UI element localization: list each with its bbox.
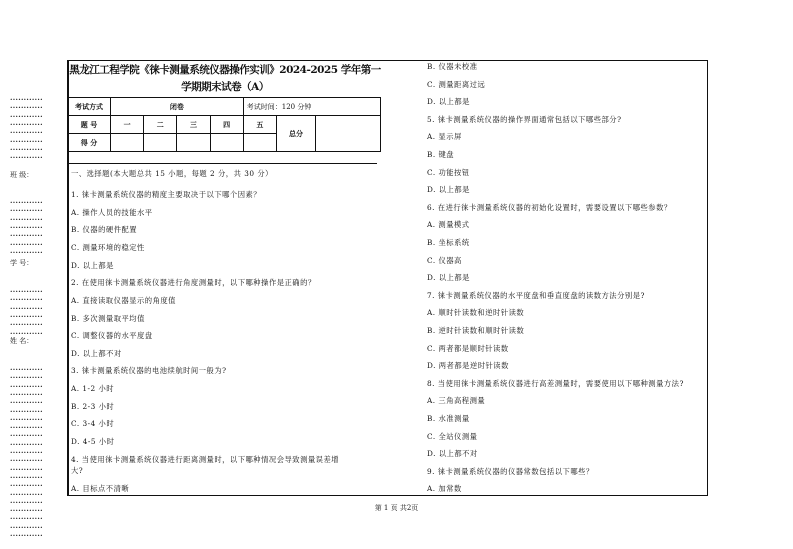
answer-option: C. 调整仪器的水平度盘 [71,331,153,340]
answer-option: D. 以上都不对 [427,449,478,459]
binding-dotted-line: ············ [10,497,43,507]
binding-dotted-line: ············ [10,472,43,482]
answer-option: B. 仪器未校准 [427,62,478,71]
binding-dotted-line: ············ [10,365,43,374]
student-id-label: 学 号： [10,259,34,267]
answer-option: B. 多次测量取平均值 [71,314,145,323]
question-text: 6. 在进行徕卡测量系统仪器的初始化设置时，需要设置以下哪些参数？ [427,202,672,212]
exam-title [62,62,388,96]
title-line-2: 学期期末试卷（A） [181,81,269,93]
title-line-1: 黑龙江工程学院《徕卡测量系统仪器操作实训》2024-2025 学年第一 [69,64,381,76]
answer-option: B. 仪器的硬件配置 [71,225,138,234]
binding-dotted-line: ············ [10,111,43,121]
answer-option: C. 3-4 小时 [71,419,115,428]
question-text: 3. 徕卡测量系统仪器的电池续航时间一般为? [71,366,227,375]
binding-dotted-line: ············ [10,153,43,163]
binding-dotted-line: ············ [10,311,43,321]
binding-dotted-line: ············ [10,103,43,113]
answer-option: D. 以上都是 [427,273,470,283]
answer-option: B. 水准测量 [427,414,470,423]
binding-dotted-line: ············ [10,136,43,146]
answer-option: A. 1-2 小时 [71,384,115,393]
answer-option: A. 操作人员的技能水平 [71,208,153,217]
question-text: 4. 当使用徕卡测量系统仪器进行距离测量时，以下哪种情况会导致测量误差增 [71,455,340,464]
binding-dotted-line: ············ [10,128,43,138]
divider [67,163,377,164]
exam-mode-label: 考试方式 [68,98,111,116]
binding-dotted-line: ············ [10,295,43,305]
binding-dotted-line: ············ [10,198,43,207]
binding-dotted-line: ············ [10,389,43,399]
binding-dotted-line: ············ [10,239,43,249]
binding-dotted-line: ············ [10,95,43,104]
name-label: 姓 名： [10,337,34,345]
binding-dotted-line: ············ [10,381,43,391]
answer-option: B. 逆时针读数和顺时针读数 [427,326,525,335]
section-header: 一、选择题(本大题总共 15 小题，每题 2 分，共 30 分） [71,169,273,178]
question-text: 7. 徕卡测量系统仪器的水平度盘和垂直度盘的读数方法分别是? [427,290,645,300]
score-cell[interactable] [210,134,243,152]
binding-dotted-line: ············ [10,531,43,540]
binding-dotted-line: ············ [10,481,43,491]
answer-option: D. 两者都是逆时针读数 [427,361,509,371]
binding-dotted-line: ············ [10,320,43,330]
answer-option: A. 测量模式 [427,220,470,230]
binding-dotted-line: ············ [10,222,43,232]
answer-option: D. 以上都是 [427,97,470,107]
answer-option: A. 目标点不清晰 [71,484,130,493]
answer-option: D. 4-5 小时 [71,437,115,446]
total-score-cell[interactable] [316,116,381,152]
binding-dotted-line: ············ [10,144,43,154]
answer-option: C. 仪器高 [427,255,462,265]
question-text: 9. 徕卡测量系统仪器的仪器常数包括以下哪些？ [427,466,594,476]
binding-dotted-line: ············ [10,328,43,338]
binding-dotted-line: ············ [10,214,43,224]
answer-option: C. 两者都是顺时针读数 [427,343,509,353]
answer-option: A. 三角高程测量 [427,396,486,406]
answer-option: C. 全站仪测量 [427,431,478,441]
answer-option: 大? [71,466,84,475]
score-table [67,97,381,152]
section-3: 三 [177,116,210,134]
binding-dotted-line: ············ [10,464,43,474]
answer-option: A. 顺时针读数和逆时针读数 [427,308,525,318]
score-label: 得 分 [68,134,111,152]
binding-dotted-line: ············ [10,489,43,499]
exam-time: 考试时间：120 分钟 [243,98,380,116]
section-4: 四 [210,116,243,134]
answer-option: C. 测量距离过远 [427,79,486,89]
binding-dotted-line: ············ [10,423,43,433]
question-no-label: 题 号 [68,116,111,134]
section-5: 五 [243,116,276,134]
answer-option: B. 2-3 小时 [71,402,115,411]
score-cell[interactable] [243,134,276,152]
answer-option: A. 显示屏 [427,132,462,142]
binding-dotted-line: ············ [10,231,43,241]
answer-option: A. 直接读取仪器显示的角度值 [71,296,176,305]
answer-option: B. 坐标系统 [427,238,470,247]
answer-option: C. 功能按钮 [427,167,470,177]
answer-option: C. 测量环境的稳定性 [71,243,145,252]
binding-dotted-line: ············ [10,406,43,416]
binding-dotted-line: ············ [10,414,43,424]
answer-option: A. 加常数 [427,484,462,494]
question-text: 5. 徕卡测量系统仪器的操作界面通常包括以下哪些部分? [427,114,622,124]
exam-mode-value: 闭卷 [111,98,244,116]
answer-option: D. 以上都是 [427,185,470,195]
page-footer: 第 1 页 共2页 [374,504,419,512]
binding-dotted-line: ············ [10,398,43,408]
binding-dotted-line: ············ [10,247,43,257]
score-cell[interactable] [144,134,177,152]
binding-dotted-line: ············ [10,448,43,457]
binding-dotted-line: ············ [10,506,43,516]
section-2: 二 [144,116,177,134]
binding-dotted-line: ············ [10,206,43,216]
binding-dotted-line: ············ [10,439,43,449]
binding-dotted-line: ············ [10,522,43,532]
score-cell[interactable] [177,134,210,152]
score-cell[interactable] [111,134,144,152]
binding-dotted-line: ············ [10,373,43,383]
binding-dotted-line: ············ [10,514,43,524]
total-label: 总分 [277,116,316,152]
question-text: 8. 当使用徕卡测量系统仪器进行高差测量时，需要使用以下哪种测量方法? [427,378,684,388]
binding-dotted-line: ············ [10,431,43,441]
binding-dotted-line: ············ [10,287,43,296]
binding-dotted-line: ············ [10,303,43,313]
class-label: 班 级： [10,171,34,179]
answer-option: D. 以上都是 [71,261,114,270]
question-text: 2. 在使用徕卡测量系统仪器进行角度测量时，以下哪种操作是正确的？ [71,278,316,287]
question-text: 1. 徕卡测量系统仪器的精度主要取决于以下哪个因素？ [71,190,262,199]
answer-option: B. 键盘 [427,150,455,159]
binding-dotted-line: ············ [10,456,43,466]
section-1: 一 [111,116,144,134]
binding-dotted-line: ············ [10,119,43,129]
answer-option: D. 以上都不对 [71,349,122,358]
